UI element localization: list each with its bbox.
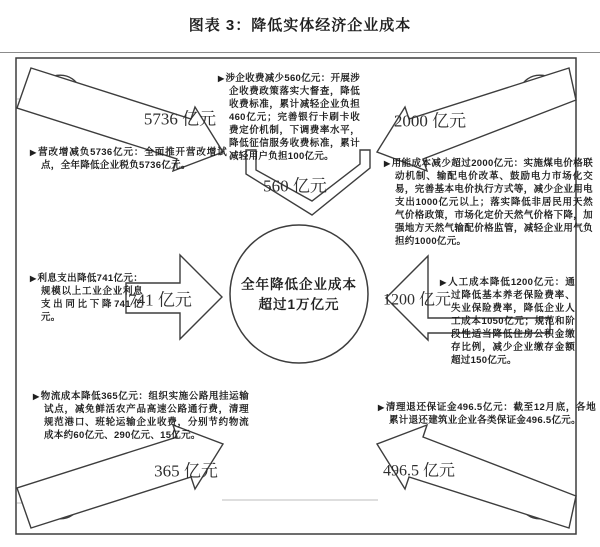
page-title: 图表 3：降低实体经济企业成本 xyxy=(188,17,412,34)
amount-label-logistics: 365 亿元 xyxy=(154,461,218,481)
item-desc-logistics-text: 物流成本降低365亿元：组织实施公路甩挂运输试点，减免鲜活农产品高速公路通行费，清理规范港口、班轮运输企业收费，分别节约物流成本约60亿元、290亿元、15亿元。 xyxy=(40,391,249,441)
center-total-line1: 全年降低企业成本 xyxy=(241,277,357,292)
bullet-icon: ▶ xyxy=(440,278,448,287)
bullet-icon: ▶ xyxy=(218,74,225,83)
item-desc-energy-text: 用能成本减少超过2000亿元：实施煤电价格联动机制、输配电价改革、鼓励电力市场化交易，完善基本电价执行方式等，减少企业用电支出1000亿元以上；落实降低非居民用天然气价格政策，市场化定价天然气价格下降，加强地方天然气输配价格监管，减轻企业用气负担约1000亿元。 xyxy=(391,158,594,247)
item-desc-logistics xyxy=(33,390,249,442)
item-desc-interest-text: 利息支出降低741亿元：规模以上工业企业利息支出同比下降741亿元。 xyxy=(37,273,144,323)
item-desc-tax-text: 营改增减负5736亿元：全面推开营改增试点，全年降低企业税负5736亿元。 xyxy=(38,147,228,171)
amount-label-energy: 2000 亿元 xyxy=(393,111,467,131)
bullet-icon: ▶ xyxy=(33,392,40,401)
bullet-icon: ▶ xyxy=(384,159,391,168)
bullet-icon: ▶ xyxy=(30,148,38,157)
bullet-icon: ▶ xyxy=(378,403,385,412)
item-desc-energy xyxy=(384,157,593,248)
item-desc-tax xyxy=(30,146,227,172)
amount-label-deposits: 496.5 亿元 xyxy=(382,462,456,480)
item-desc-deposits xyxy=(378,401,596,427)
amount-label-tax: 5736 亿元 xyxy=(143,109,217,129)
center-total-label xyxy=(241,275,357,315)
amount-label-labor: 1200 亿元 xyxy=(382,291,452,309)
item-desc-deposits-text: 清理退还保证金496.5亿元：截至12月底，各地累计退还建筑业企业各类保证金496.5亿元。 xyxy=(385,402,597,426)
item-desc-fees xyxy=(218,72,360,163)
item-desc-fees-text: 涉企收费减少560亿元：开展涉企收费政策落实大督查，降低收费标准，累计减轻企业负担460亿元；完善银行卡刷卡收费定价机制，下调费率水平，降低征信服务收费标准，累计减轻用户负担100亿元。 xyxy=(225,73,360,162)
item-desc-labor xyxy=(440,276,575,367)
center-total-line2: 超过1万亿元 xyxy=(258,297,340,312)
bullet-icon: ▶ xyxy=(30,274,37,283)
item-desc-labor-text: 人工成本降低1200亿元：通过降低基本养老保险费率、失业保险费率，降低企业人工成本1050亿元；规范和阶段性适当降低住房公积金缴存比例，减少企业缴存金额超过150亿元。 xyxy=(448,277,575,366)
item-desc-interest xyxy=(30,272,143,324)
amount-label-fees: 560 亿元 xyxy=(263,176,327,196)
amount-label-interest: 741 亿元 xyxy=(128,290,192,310)
